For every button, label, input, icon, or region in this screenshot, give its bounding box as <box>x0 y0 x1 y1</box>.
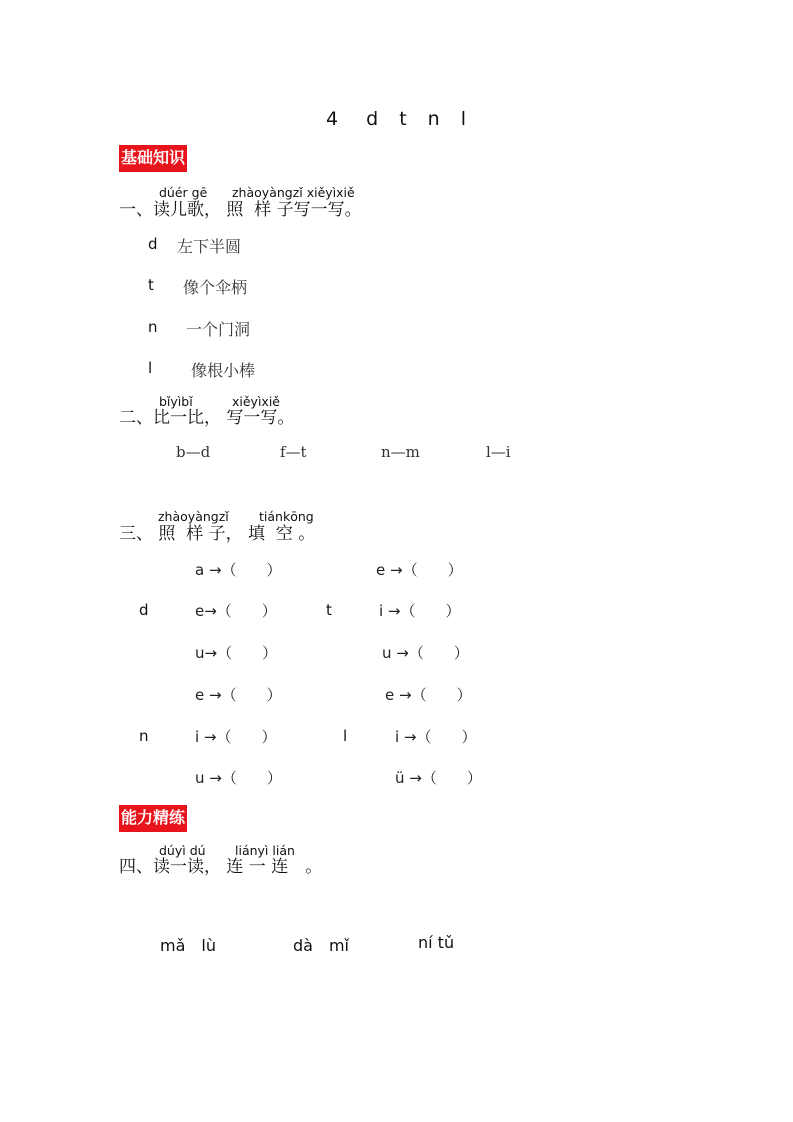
q2-pair: b—d <box>176 443 211 461</box>
q1-letter: n <box>148 318 158 336</box>
q1-pinyin-a: dúér gē <box>159 185 208 200</box>
q3-blank: i →（ ） <box>379 602 461 620</box>
q3-blank: a →（ ） <box>195 561 282 579</box>
q3-blank: e →（ ） <box>195 686 282 704</box>
q3-initial-t: t <box>326 601 332 619</box>
q3-blank: u→（ ） <box>195 644 278 662</box>
q1-letter: d <box>148 235 158 253</box>
section-tag-ability: 能力精练 <box>119 805 187 832</box>
q1-letter: t <box>148 276 154 294</box>
q4-heading: 四、读一读， 连 一 连 。 <box>119 857 323 877</box>
q2-pair: l—i <box>486 443 511 461</box>
q1-rhyme: 像个伞柄 <box>183 278 248 297</box>
q1-rhyme: 左下半圆 <box>177 237 242 256</box>
q1-rhyme: 像根小棒 <box>191 361 256 380</box>
q2-heading: 二、比一比， 写一写。 <box>119 408 295 428</box>
q3-heading: 三、 照 样 子， 填 空 。 <box>119 524 316 544</box>
q1-pinyin-b: zhàoyàngzǐ xiěyìxiě <box>232 185 355 200</box>
q3-initial-d: d <box>139 601 149 619</box>
q3-blank: ü →（ ） <box>395 769 482 787</box>
section-tag-basic: 基础知识 <box>119 145 187 172</box>
q1-heading: 一、读儿歌， 照 样 子写一写。 <box>119 200 362 220</box>
q1-rhyme: 一个门洞 <box>186 320 251 339</box>
q2-pair: f—t <box>280 443 307 461</box>
q1-letter: l <box>148 359 153 377</box>
q2-pinyin-a: bǐyìbǐ <box>159 394 193 409</box>
q3-blank: i →（ ） <box>395 728 477 746</box>
q3-blank: e→（ ） <box>195 602 277 620</box>
q4-word: dà mǐ <box>293 936 349 955</box>
q3-blank: e →（ ） <box>385 686 472 704</box>
q3-blank: e →（ ） <box>376 561 463 579</box>
q2-pair: n—m <box>381 443 420 461</box>
q4-word: mǎ lù <box>160 936 216 955</box>
q3-pinyin-b: tiánkōng <box>259 509 314 524</box>
q3-blank: u →（ ） <box>382 644 469 662</box>
page-title: 4 d t n l <box>326 108 467 130</box>
q4-pinyin-b: liányì lián <box>235 843 295 858</box>
q4-word: ní tǔ <box>418 933 455 952</box>
q3-blank: u →（ ） <box>195 769 282 787</box>
q3-initial-n: n <box>139 727 149 745</box>
q3-initial-l: l <box>343 727 348 745</box>
q4-pinyin-a: dúyì dú <box>159 843 206 858</box>
q3-blank: i →（ ） <box>195 728 277 746</box>
q2-pinyin-b: xiěyìxiě <box>232 394 280 409</box>
q3-pinyin-a: zhàoyàngzǐ <box>158 509 229 524</box>
